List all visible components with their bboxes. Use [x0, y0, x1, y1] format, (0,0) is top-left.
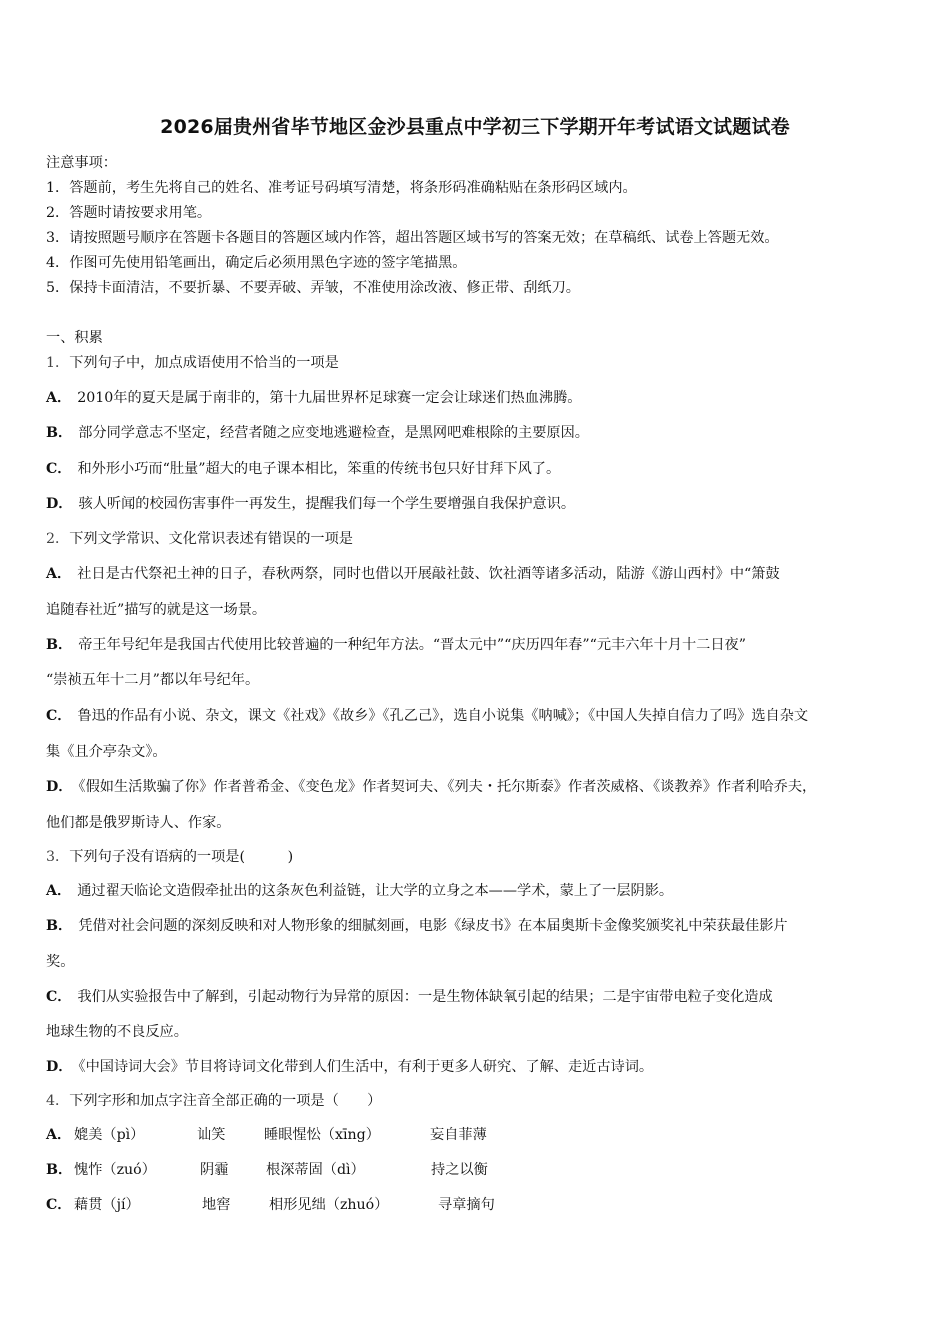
option-continuation: 追随春社近”描写的就是这一场景。 [46, 602, 267, 618]
option: A． [46, 1127, 72, 1143]
option: A． 通过翟天临论文造假牵扯出的这条灰色利益链，让大学的立身之本——学术，蒙上了一层阴影。 [46, 883, 674, 899]
option-continuation: “崇祯五年十二月”都以年号纪年。 [46, 672, 260, 688]
notice-item: 5．保持卡面清洁，不要折暴、不要弄破、弄皱，不准使用涂改液、修正带、刮纸刀。 [46, 280, 580, 296]
question-stem: 2．下列文学常识、文化常识表述有错误的一项是 [46, 531, 353, 547]
option-word: 根深蒂固（dì） [266, 1162, 365, 1178]
section-heading: 一、积累 [46, 330, 103, 346]
question-stem: 1．下列句子中，加点成语使用不恰当的一项是 [46, 355, 339, 371]
notice-item: 1．答题前，考生先将自己的姓名、准考证号码填写清楚，将条形码准确粘贴在条形码区域内。 [46, 180, 637, 196]
page-title: 2026届贵州省毕节地区金沙县重点中学初三下学期开年考试语文试题试卷 [160, 116, 790, 138]
option: A． 社日是古代祭祀土神的日子，春秋两祭，同时也借以开展敲社鼓、饮社酒等诸多活动，陆游《游山西村》中“箫鼓 [46, 566, 780, 582]
option-word: 持之以衡 [431, 1162, 488, 1178]
option-word: 睡眼惺忪（xīng） [264, 1127, 380, 1143]
option: B． 凭借对社会问题的深刻反映和对人物形象的细腻刻画，电影《绿皮书》在本届奥斯卡金像奖颁奖礼中荣获最佳影片 [46, 918, 788, 934]
option-continuation: 奖。 [46, 954, 75, 970]
option-continuation: 他们都是俄罗斯诗人、作家。 [46, 815, 231, 831]
notice-item: 2．答题时请按要求用笔。 [46, 205, 212, 221]
option-word: 讪笑 [197, 1127, 226, 1143]
option-word: 相形见绌（zhuó） [269, 1197, 389, 1213]
option-word: 阴霾 [200, 1162, 229, 1178]
question-number: 1． [46, 355, 70, 371]
option-word: 地窖 [202, 1197, 231, 1213]
option: B． [46, 1162, 73, 1178]
option: C． [46, 1197, 72, 1213]
option: D． 《假如生活欺骗了你》作者普希金、《变色龙》作者契诃夫、《列夫・托尔斯泰》作者茨威格、《谈教养》作者利哈乔夫， [46, 779, 817, 795]
option-word: 寻章摘句 [438, 1197, 495, 1213]
option: B． 帝王年号纪年是我国古代使用比较普遍的一种纪年方法。“晋太元中”“庆历四年春”“元丰六年十月十二日夜” [46, 637, 746, 653]
option-word: 藉贯（jí） [74, 1197, 140, 1213]
notice-item: 3．请按照题号顺序在答题卡各题目的答题区域内作答，超出答题区域书写的答案无效；在草稿纸、试卷上答题无效。 [46, 230, 779, 246]
option: C． 我们从实验报告中了解到，引起动物行为异常的原因：一是生物体缺氧引起的结果；二是宇宙带电粒子变化造成 [46, 989, 773, 1005]
question-stem: 4．下列字形和加点字注音全部正确的一项是（ ） [46, 1093, 382, 1109]
option-continuation: 地球生物的不良反应。 [46, 1024, 188, 1040]
option: B． 部分同学意志不坚定，经营者随之应变地逃避检查，是黑网吧难根除的主要原因。 [46, 425, 589, 441]
option: D． 骇人听闻的校园伤害事件一再发生，提醒我们每一个学生要增强自我保护意识。 [46, 496, 576, 512]
question-number: 2． [46, 531, 70, 547]
option-word: 媲美（pì） [74, 1127, 145, 1143]
option: A． 2010年的夏天是属于南非的，第十九届世界杯足球赛一定会让球迷们热血沸腾。 [46, 390, 582, 406]
option: C． 鲁迅的作品有小说、杂文，课文《社戏》《故乡》《孔乙己》，选自小说集《呐喊》；《中国人失掉自信力了吗》选自杂文 [46, 708, 809, 724]
option: D． 《中国诗词大会》节目将诗词文化带到人们生活中，有利于更多人研究、了解、走近古诗词。 [46, 1059, 654, 1075]
option-word: 妄自菲薄 [430, 1127, 487, 1143]
question-number: 3． [46, 849, 70, 865]
question-stem: 3．下列句子没有语病的一项是( ) [46, 849, 294, 865]
option-continuation: 集《且介亭杂文》。 [46, 744, 167, 760]
option: C． 和外形小巧而“肚量”超大的电子课本相比，笨重的传统书包只好甘拜下风了。 [46, 461, 561, 477]
option-word: 愧怍（zuó） [74, 1162, 156, 1178]
notice-heading: 注意事项： [46, 155, 117, 171]
notice-item: 4．作图可先使用铅笔画出，确定后必须用黑色字迹的签字笔描黑。 [46, 255, 467, 271]
question-number: 4． [46, 1093, 70, 1109]
